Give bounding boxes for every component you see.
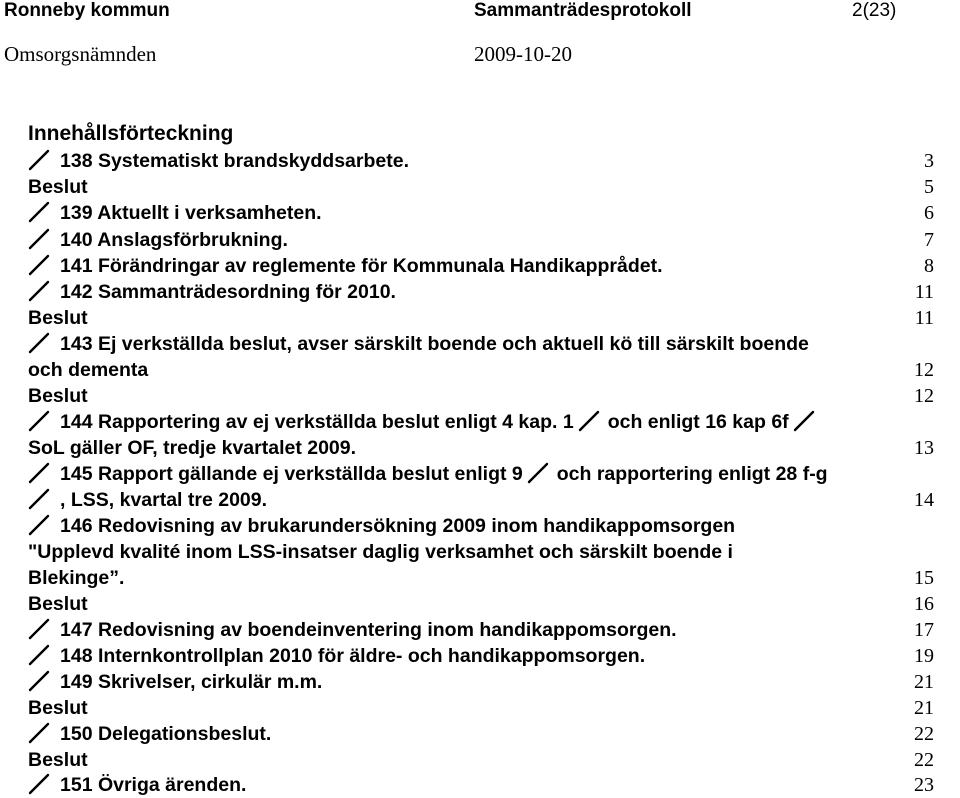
toc-entry-page: 11 [914,307,934,329]
toc-entry[interactable] [28,409,934,435]
section-sign-icon [28,773,50,795]
toc-entry[interactable] [28,227,934,253]
toc-entry-title: SoL gäller OF, tredje kvartalet 2009. [28,437,357,459]
toc-entry-title: 143 Ej verkställda beslut, avser särskilt boende och aktuell kö till särskilt boende [60,333,809,355]
toc-entry[interactable] [28,383,934,409]
toc-entry-title-cont: och enligt 16 kap 6f [607,411,789,433]
toc-entry[interactable] [28,200,934,226]
toc-entry-page: 22 [914,723,934,745]
toc-entry-page: 15 [914,567,934,589]
toc-entry[interactable] [28,513,934,539]
toc-entry[interactable] [28,669,934,695]
toc-entry-page: 11 [914,281,934,303]
toc-entry-page: 8 [924,255,934,277]
section-sign-icon [28,670,50,692]
toc-entry-page: 16 [914,593,934,615]
section-sign-icon [28,201,50,223]
section-sign-icon [28,722,50,744]
section-sign-icon [578,410,600,432]
toc-entry[interactable] [28,539,934,565]
toc-entry-title: 150 Delegationsbeslut. [60,723,272,745]
toc-entry[interactable] [28,357,934,383]
section-sign-icon [793,410,815,432]
toc-entry-page: 17 [914,619,934,641]
toc-entry-page: 14 [914,489,934,511]
section-sign-icon [28,228,50,250]
toc-entry-title: 141 Förändringar av reglemente för Kommunala Handikapprådet. [60,255,663,277]
toc-entry-page: 5 [924,176,934,198]
toc-entry[interactable] [28,305,934,331]
toc-entry-title: Beslut [28,176,88,198]
committee-name: Omsorgsnämnden [4,42,157,66]
toc-entry[interactable] [28,591,934,617]
toc-entry[interactable] [28,643,934,669]
toc-entry[interactable] [28,487,934,513]
toc-entry-title: 139 Aktuellt i verksamheten. [60,202,322,224]
toc-entry-page: 12 [914,359,934,381]
section-sign-icon [28,514,50,536]
toc-entry-page: 22 [914,749,934,771]
toc-entry[interactable] [28,174,934,200]
toc-entry-page: 7 [924,229,934,251]
section-sign-icon [28,254,50,276]
toc-entry[interactable] [28,721,934,747]
toc-entry-page: 6 [924,202,934,224]
toc-heading: Innehållsförteckning [28,122,234,145]
meeting-date: 2009-10-20 [474,42,572,66]
toc-entry-title: Beslut [28,307,88,329]
toc-entry-title: Blekinge”. [28,567,125,589]
toc-entry-title: 148 Internkontrollplan 2010 för äldre- och handikappomsorgen. [60,645,646,667]
toc-entry[interactable] [28,253,934,279]
toc-entry[interactable] [28,747,934,773]
toc-entry-title: 140 Anslagsförbrukning. [60,229,288,251]
toc-entry-title: 146 Redovisning av brukarundersökning 2009 inom handikappomsorgen [60,515,736,537]
toc-entry-page: 3 [924,150,934,172]
toc-entry-title: 138 Systematiskt brandskyddsarbete. [60,150,410,172]
toc-entry[interactable] [28,695,934,721]
toc-entry-title-cont: och rapportering enligt 28 f-g [556,463,828,485]
toc-entry-page: 21 [914,697,934,719]
section-sign-icon [28,280,50,302]
section-sign-icon [28,462,50,484]
toc-entry-title: 142 Sammanträdesordning för 2010. [60,281,396,303]
toc-entry[interactable] [28,772,934,798]
toc-entry-title: "Upplevd kvalité inom LSS-insatser daglig verksamhet och särskilt boende i [28,541,733,563]
toc-entry-title: , LSS, kvartal tre 2009. [60,489,268,511]
toc-entry-page: 19 [914,645,934,667]
toc-entry[interactable] [28,435,934,461]
section-sign-icon [28,618,50,640]
toc-entry-page: 12 [914,385,934,407]
toc-entry[interactable] [28,617,934,643]
toc-entry-page: 21 [914,671,934,693]
toc-entry-title: 149 Skrivelser, cirkulär m.m. [60,671,323,693]
section-sign-icon [28,149,50,171]
document-type: Sammanträdesprotokoll [474,0,692,21]
toc-entry-title: 151 Övriga ärenden. [60,774,247,796]
section-sign-icon [527,462,549,484]
section-sign-icon [28,332,50,354]
toc-entry-page: 23 [914,774,934,796]
toc-entry-title: Beslut [28,697,88,719]
toc-entry-title: Beslut [28,749,88,771]
toc-entry[interactable] [28,331,934,357]
section-sign-icon [28,410,50,432]
toc-entry-title: Beslut [28,385,88,407]
toc-entry-title: 145 Rapport gällande ej verkställda beslut enligt 9 [60,463,523,485]
toc-entry[interactable] [28,565,934,591]
section-sign-icon [28,644,50,666]
toc-entry-page: 13 [914,437,934,459]
toc-entry[interactable] [28,461,934,487]
toc-entry[interactable] [28,279,934,305]
toc-entry-title: Beslut [28,593,88,615]
toc-entry-title: 147 Redovisning av boendeinventering inom handikappomsorgen. [60,619,677,641]
page-indicator: 2(23) [852,0,897,21]
municipality-name: Ronneby kommun [4,0,170,21]
toc-entry[interactable] [28,148,934,174]
toc-entry-title: 144 Rapportering av ej verkställda beslut enligt 4 kap. 1 [60,411,574,433]
section-sign-icon [28,488,50,510]
toc-entry-title: och dementa [28,359,149,381]
